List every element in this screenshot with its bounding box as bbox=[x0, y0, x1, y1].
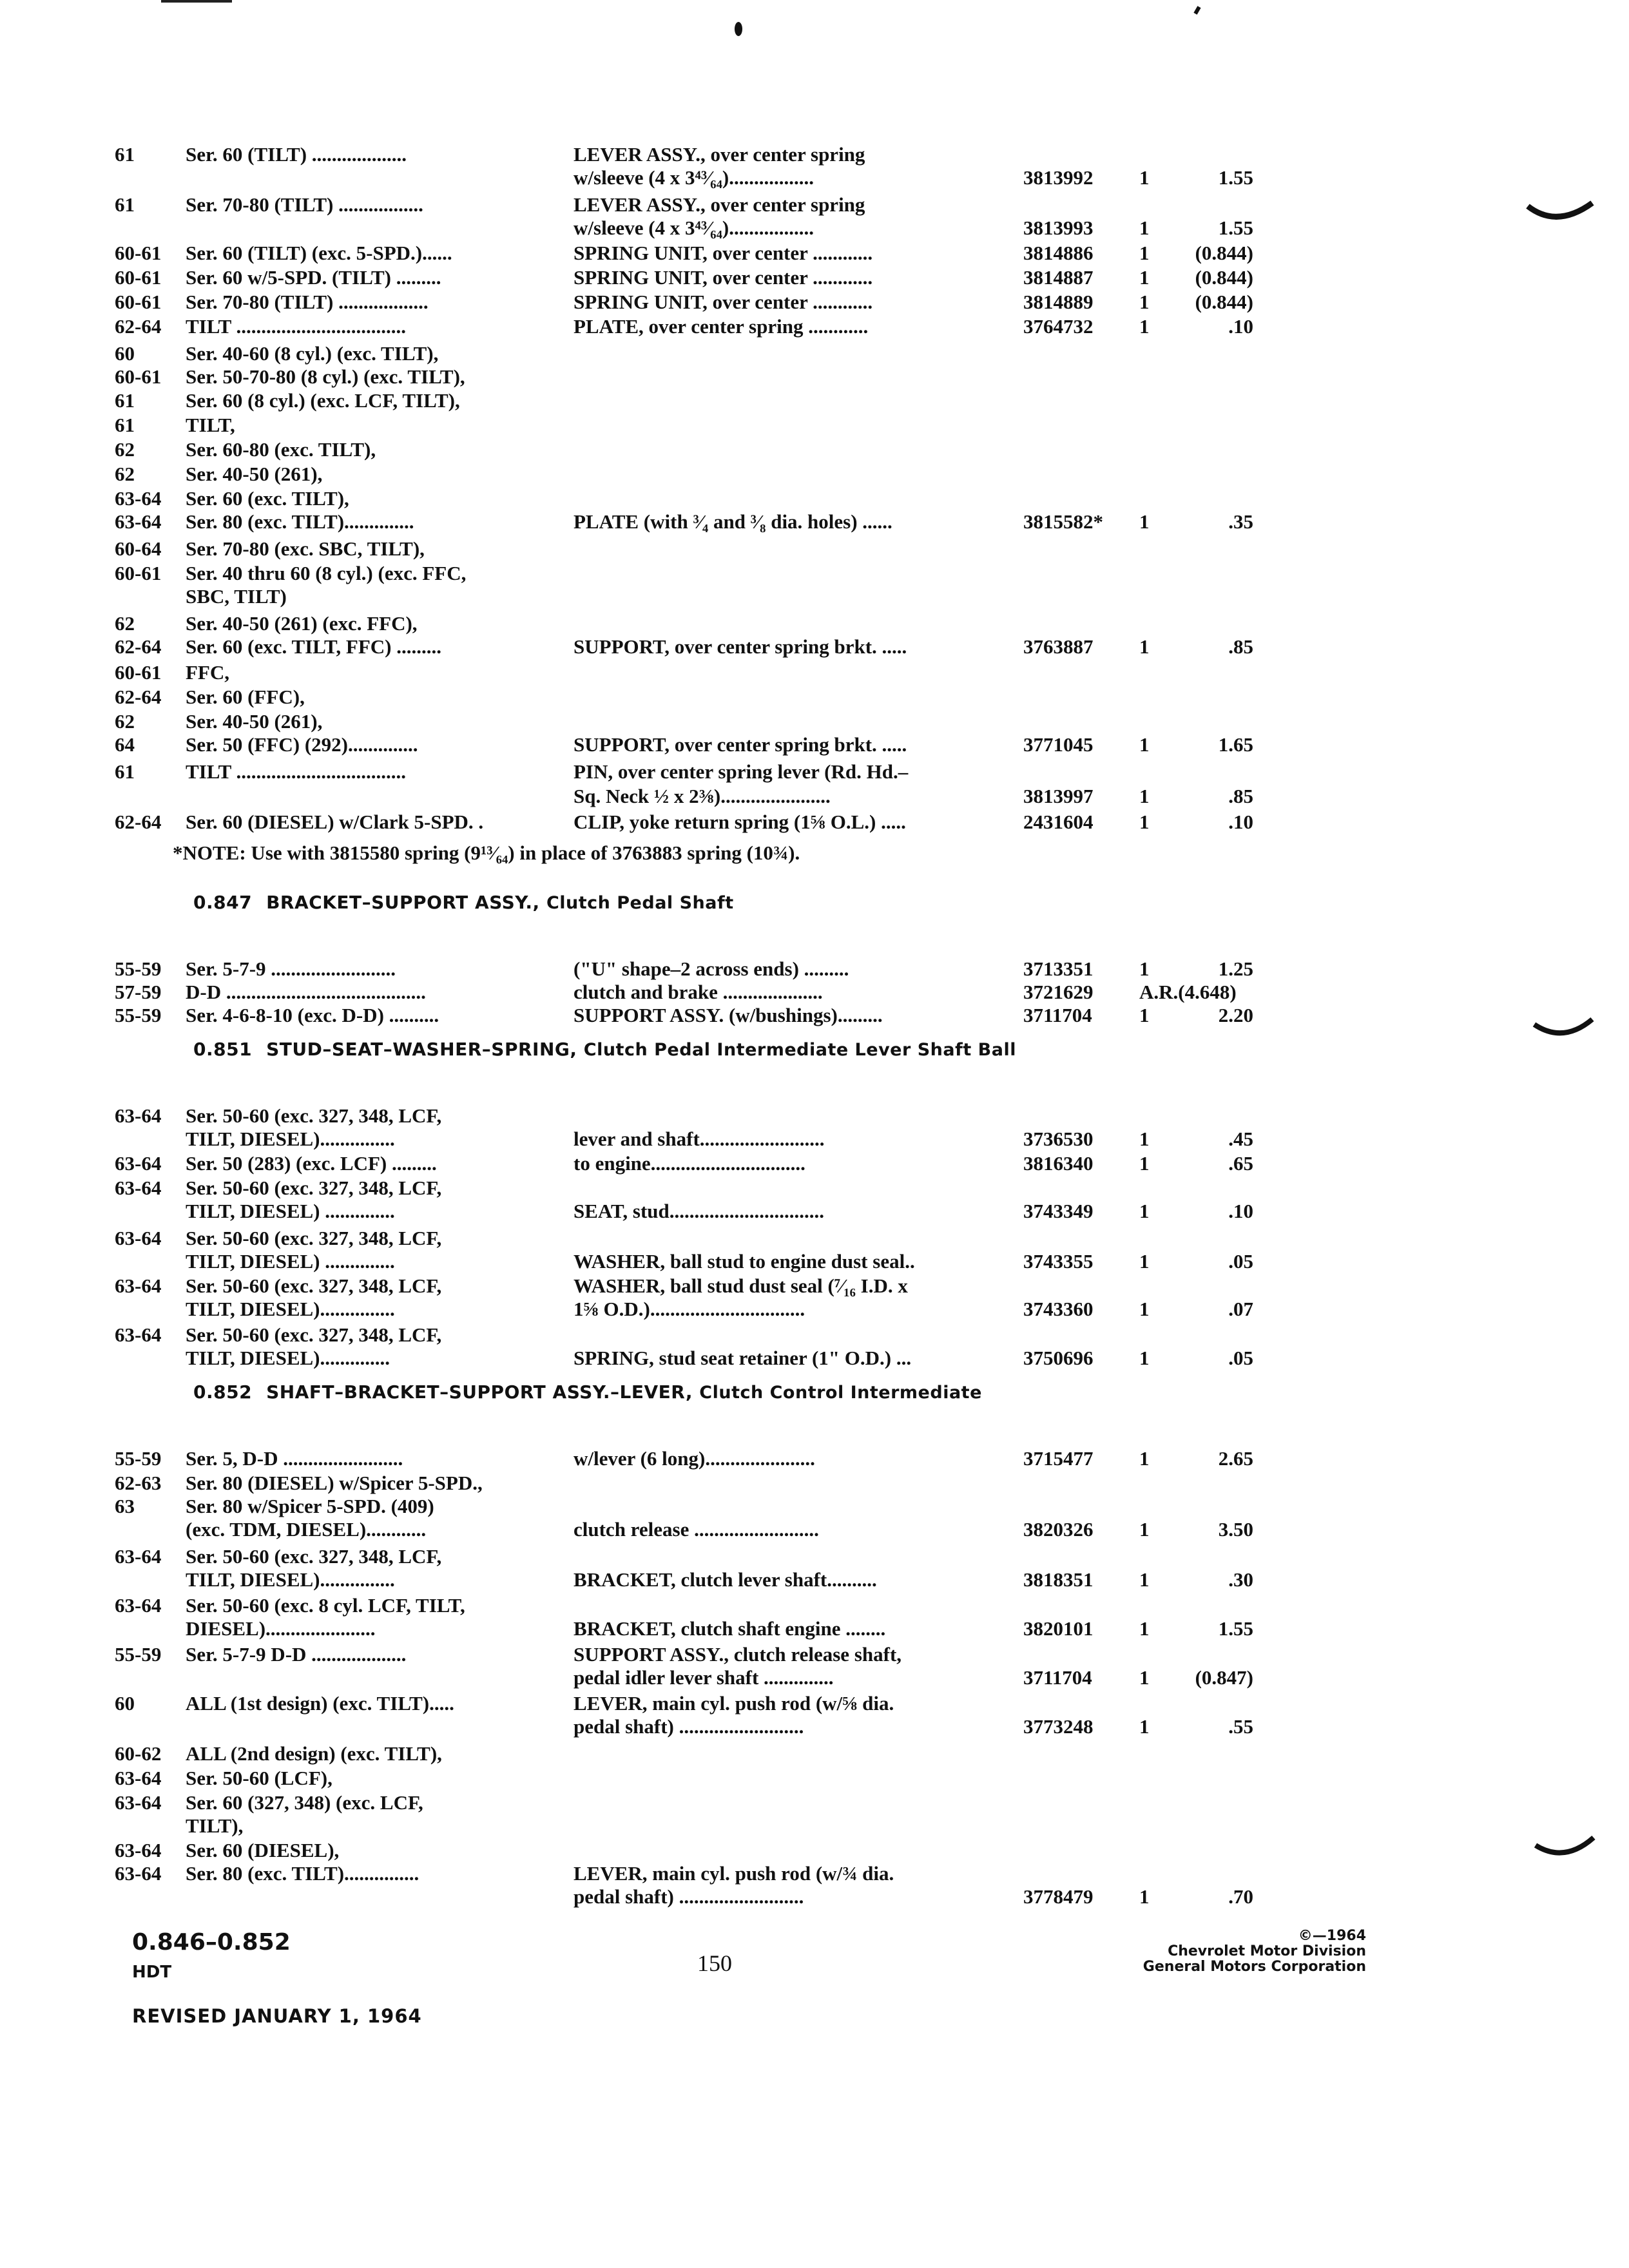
part-number-cell: 3763887 bbox=[1023, 635, 1094, 658]
quantity-cell: 1 bbox=[1139, 1447, 1150, 1470]
ink-tick bbox=[1193, 6, 1200, 14]
quantity-cell: 1 bbox=[1139, 635, 1150, 658]
model-cell: Ser. 80 (DIESEL) w/Spicer 5-SPD., bbox=[186, 1472, 483, 1494]
year-cell: 55-59 bbox=[115, 1004, 162, 1026]
model-cell: Ser. 50-60 (exc. 327, 348, LCF, bbox=[186, 1227, 442, 1249]
part-number-cell: 3820326 bbox=[1023, 1518, 1094, 1541]
price-cell: .10 bbox=[1228, 315, 1253, 338]
model-cell: Ser. 50-60 (exc. 8 cyl. LCF, TILT, bbox=[186, 1594, 465, 1617]
year-cell: 60 bbox=[115, 342, 135, 365]
model-cell: Ser. 40-60 (8 cyl.) (exc. TILT), bbox=[186, 342, 439, 365]
model-cell: ALL (2nd design) (exc. TILT), bbox=[186, 1742, 442, 1765]
year-cell: 62-64 bbox=[115, 635, 162, 658]
description-cell: BRACKET, clutch shaft engine ........ bbox=[574, 1617, 886, 1640]
quantity-cell: 1 bbox=[1139, 315, 1150, 338]
part-number-cell: 3813992 bbox=[1023, 166, 1094, 189]
year-cell: 61 bbox=[115, 760, 135, 783]
model-cell: TILT, DIESEL)............... bbox=[186, 1298, 395, 1320]
model-cell: Ser. 60 (TILT) ................... bbox=[186, 143, 407, 166]
year-cell: 60-61 bbox=[115, 562, 162, 584]
description-cell: BRACKET, clutch lever shaft.......... bbox=[574, 1568, 877, 1591]
part-number-cell: 3816340 bbox=[1023, 1152, 1094, 1175]
part-number-cell: 3713351 bbox=[1023, 957, 1094, 980]
model-cell: Ser. 60 (FFC), bbox=[186, 686, 305, 708]
part-number-cell: 3818351 bbox=[1023, 1568, 1094, 1591]
quantity-cell: 1 bbox=[1139, 1347, 1150, 1369]
quantity-cell: 1 bbox=[1139, 1298, 1150, 1320]
description-cell: w/lever (6 long)...................... bbox=[574, 1447, 815, 1470]
year-cell: 60-61 bbox=[115, 242, 162, 264]
price-cell: 1.25 bbox=[1218, 957, 1253, 980]
price-cell: .55 bbox=[1228, 1715, 1253, 1738]
year-cell: 61 bbox=[115, 414, 135, 436]
model-cell: Ser. 50 (FFC) (292).............. bbox=[186, 733, 418, 756]
model-cell: (exc. TDM, DIESEL)............ bbox=[186, 1518, 427, 1541]
year-cell: 62-64 bbox=[115, 811, 162, 833]
margin-bracket-mark bbox=[1531, 1012, 1595, 1050]
year-cell: 63-64 bbox=[115, 1862, 162, 1885]
year-cell: 62 bbox=[115, 463, 135, 485]
year-cell: 60-61 bbox=[115, 266, 162, 289]
year-cell: 55-59 bbox=[115, 1643, 162, 1666]
year-cell: 63-64 bbox=[115, 1152, 162, 1175]
quantity-cell: 1 bbox=[1139, 1128, 1150, 1150]
description-cell: PIN, over center spring lever (Rd. Hd.– bbox=[574, 760, 909, 783]
model-cell: FFC, bbox=[186, 661, 230, 684]
model-cell: Ser. 40-50 (261), bbox=[186, 463, 323, 485]
part-number-cell: 3743360 bbox=[1023, 1298, 1094, 1320]
price-cell: 2.20 bbox=[1218, 1004, 1253, 1026]
model-cell: TILT, bbox=[186, 414, 235, 436]
description-cell: SUPPORT, over center spring brkt. ..... bbox=[574, 635, 907, 658]
quantity-cell: 1 bbox=[1139, 1568, 1150, 1591]
description-cell: SUPPORT ASSY. (w/bushings)......... bbox=[574, 1004, 883, 1026]
quantity-cell: 1 bbox=[1139, 1518, 1150, 1541]
price-cell: .85 bbox=[1228, 785, 1253, 807]
part-number-cell: 3814887 bbox=[1023, 266, 1094, 289]
model-cell: Ser. 80 w/Spicer 5-SPD. (409) bbox=[186, 1495, 434, 1517]
model-cell: D-D ........................................ bbox=[186, 981, 426, 1003]
footer-page-number: 150 bbox=[697, 1950, 732, 1976]
section-number: 0.851 bbox=[193, 1039, 253, 1060]
year-cell: 60-61 bbox=[115, 661, 162, 684]
quantity-cell: 1 bbox=[1139, 1200, 1150, 1222]
description-cell: ("U" shape–2 across ends) ......... bbox=[574, 957, 849, 980]
description-cell: 1⅝ O.D.)............................... bbox=[574, 1298, 805, 1320]
model-cell: Ser. 50-60 (exc. 327, 348, LCF, bbox=[186, 1545, 442, 1568]
description-cell: SUPPORT, over center spring brkt. ..... bbox=[574, 733, 907, 756]
model-cell: TILT, DIESEL).............. bbox=[186, 1347, 390, 1369]
quantity-cell: 1 bbox=[1139, 733, 1150, 756]
footer-range: 0.846–0.852 bbox=[132, 1929, 291, 1956]
year-cell: 61 bbox=[115, 193, 135, 216]
footer-corp: General Motors Corporation bbox=[1142, 1959, 1366, 1975]
year-cell: 63-64 bbox=[115, 487, 162, 510]
price-cell: (0.844) bbox=[1195, 291, 1253, 313]
part-number-cell: 3773248 bbox=[1023, 1715, 1094, 1738]
description-cell: CLIP, yoke return spring (1⅝ O.L.) ..... bbox=[574, 811, 906, 833]
quantity-cell: 1 bbox=[1139, 1617, 1150, 1640]
year-cell: 55-59 bbox=[115, 1447, 162, 1470]
description-cell: PLATE, over center spring ............ bbox=[574, 315, 869, 338]
year-cell: 63-64 bbox=[115, 1323, 162, 1346]
section-subtitle: Clutch Pedal Shaft bbox=[546, 893, 734, 913]
description-cell: pedal shaft) ......................... bbox=[574, 1885, 804, 1908]
section-heading-0847 bbox=[193, 892, 734, 913]
section-title: SHAFT–BRACKET–SUPPORT ASSY.–LEVER, bbox=[266, 1381, 700, 1403]
footer-copyright: ©—1964 bbox=[1298, 1928, 1366, 1944]
top-edge-mark bbox=[161, 0, 232, 3]
model-cell: Ser. 50-70-80 (8 cyl.) (exc. TILT), bbox=[186, 365, 465, 388]
price-cell: (0.844) bbox=[1195, 266, 1253, 289]
year-cell: 60-61 bbox=[115, 291, 162, 313]
model-cell: Ser. 60-80 (exc. TILT), bbox=[186, 438, 376, 461]
price-cell: .35 bbox=[1228, 510, 1253, 533]
description-cell: to engine............................... bbox=[574, 1152, 805, 1175]
revised-date: REVISED JANUARY 1, 1964 bbox=[132, 2005, 422, 2027]
description-cell: lever and shaft......................... bbox=[574, 1128, 825, 1150]
part-number-cell: 3750696 bbox=[1023, 1347, 1094, 1369]
model-cell: Ser. 60 (327, 348) (exc. LCF, bbox=[186, 1791, 423, 1814]
model-cell: DIESEL)...................... bbox=[186, 1617, 376, 1640]
quantity-cell: 1 bbox=[1139, 1885, 1150, 1908]
price-cell: (0.844) bbox=[1195, 242, 1253, 264]
model-cell: Ser. 70-80 (TILT) ................. bbox=[186, 193, 423, 216]
model-cell: Ser. 40-50 (261) (exc. FFC), bbox=[186, 612, 418, 635]
description-cell: clutch and brake .................... bbox=[574, 981, 823, 1003]
year-cell: 62-64 bbox=[115, 686, 162, 708]
year-cell: 63-64 bbox=[115, 1791, 162, 1814]
section-title: BRACKET–SUPPORT ASSY., bbox=[266, 892, 546, 913]
quantity-cell: 1 bbox=[1139, 1715, 1150, 1738]
description-cell: LEVER, main cyl. push rod (w/⅝ dia. bbox=[574, 1692, 894, 1715]
part-number-cell: 3736530 bbox=[1023, 1128, 1094, 1150]
description-cell: SEAT, stud............................... bbox=[574, 1200, 824, 1222]
model-cell: TILT .................................. bbox=[186, 760, 406, 783]
description-cell: WASHER, ball stud dust seal (⁷⁄₁₆ I.D. x bbox=[574, 1274, 908, 1297]
year-cell: 62-63 bbox=[115, 1472, 162, 1494]
model-cell: Ser. 60 w/5-SPD. (TILT) ......... bbox=[186, 266, 441, 289]
description-cell: pedal shaft) ......................... bbox=[574, 1715, 804, 1738]
part-number-cell: 3778479 bbox=[1023, 1885, 1094, 1908]
year-cell: 60 bbox=[115, 1692, 135, 1715]
year-cell: 63-64 bbox=[115, 510, 162, 533]
model-cell: TILT, DIESEL)............... bbox=[186, 1128, 395, 1150]
part-number-cell: 3721629 bbox=[1023, 981, 1094, 1003]
model-cell: Ser. 40-50 (261), bbox=[186, 710, 323, 733]
part-number-cell: 3764732 bbox=[1023, 315, 1094, 338]
price-cell: .30 bbox=[1228, 1568, 1253, 1591]
price-cell: 1.55 bbox=[1218, 216, 1253, 239]
quantity-cell: 1 bbox=[1139, 957, 1150, 980]
part-number-cell: 3743349 bbox=[1023, 1200, 1094, 1222]
model-cell: Ser. 50-60 (LCF), bbox=[186, 1767, 333, 1789]
model-cell: Ser. 50 (283) (exc. LCF) ......... bbox=[186, 1152, 437, 1175]
price-cell: 1.55 bbox=[1218, 1617, 1253, 1640]
section-heading-0851 bbox=[193, 1039, 1016, 1060]
model-cell: TILT, DIESEL)............... bbox=[186, 1568, 395, 1591]
description-cell: w/sleeve (4 x 3⁴³⁄₆₄)................. bbox=[574, 166, 814, 189]
description-cell: PLATE (with ³⁄₄ and ³⁄₈ dia. holes) ...... bbox=[574, 510, 892, 533]
price-cell: 1.65 bbox=[1218, 733, 1253, 756]
price-cell: .10 bbox=[1228, 811, 1253, 833]
model-cell: TILT), bbox=[186, 1814, 244, 1837]
price-cell: 3.50 bbox=[1218, 1518, 1253, 1541]
description-cell: SPRING, stud seat retainer (1" O.D.) ... bbox=[574, 1347, 912, 1369]
model-cell: Ser. 4-6-8-10 (exc. D-D) .......... bbox=[186, 1004, 439, 1026]
year-cell: 64 bbox=[115, 733, 135, 756]
year-cell: 63-64 bbox=[115, 1839, 162, 1861]
quantity-cell: A.R.(4.648) bbox=[1139, 981, 1237, 1003]
model-cell: Ser. 5-7-9 ......................... bbox=[186, 957, 396, 980]
section-heading-0852 bbox=[193, 1381, 982, 1403]
price-cell: .07 bbox=[1228, 1298, 1253, 1320]
quantity-cell: 1 bbox=[1139, 510, 1150, 533]
quantity-cell: 1 bbox=[1139, 1004, 1150, 1026]
year-cell: 62 bbox=[115, 438, 135, 461]
description-cell: pedal idler lever shaft .............. bbox=[574, 1666, 834, 1689]
section-subtitle: Clutch Control Intermediate bbox=[699, 1383, 982, 1403]
quantity-cell: 1 bbox=[1139, 166, 1150, 189]
year-cell: 57-59 bbox=[115, 981, 162, 1003]
model-cell: Ser. 60 (8 cyl.) (exc. LCF, TILT), bbox=[186, 389, 460, 412]
quantity-cell: 1 bbox=[1139, 291, 1150, 313]
part-number-cell: 3815582* bbox=[1023, 510, 1103, 533]
margin-bracket-mark bbox=[1525, 187, 1595, 232]
margin-bracket-mark bbox=[1532, 1830, 1597, 1869]
part-number-cell: 3813993 bbox=[1023, 216, 1094, 239]
model-cell: Ser. 70-80 (exc. SBC, TILT), bbox=[186, 537, 425, 560]
year-cell: 63-64 bbox=[115, 1104, 162, 1127]
description-cell: SPRING UNIT, over center ............ bbox=[574, 266, 873, 289]
year-cell: 62 bbox=[115, 612, 135, 635]
part-number-cell: 3771045 bbox=[1023, 733, 1094, 756]
part-number-cell: 3743355 bbox=[1023, 1250, 1094, 1273]
price-cell: .65 bbox=[1228, 1152, 1253, 1175]
description-cell: LEVER ASSY., over center spring bbox=[574, 193, 865, 216]
year-cell: 63-64 bbox=[115, 1274, 162, 1297]
section-title: STUD–SEAT–WASHER–SPRING, bbox=[266, 1039, 584, 1060]
price-cell: .70 bbox=[1228, 1885, 1253, 1908]
model-cell: Ser. 40 thru 60 (8 cyl.) (exc. FFC, bbox=[186, 562, 467, 584]
year-cell: 61 bbox=[115, 389, 135, 412]
model-cell: Ser. 70-80 (TILT) .................. bbox=[186, 291, 429, 313]
quantity-cell: 1 bbox=[1139, 1666, 1150, 1689]
year-cell: 60-61 bbox=[115, 365, 162, 388]
model-cell: Ser. 60 (TILT) (exc. 5-SPD.)...... bbox=[186, 242, 452, 264]
footer-division: Chevrolet Motor Division bbox=[1168, 1943, 1366, 1959]
part-number-cell: 3711704 bbox=[1023, 1004, 1092, 1026]
model-cell: Ser. 60 (exc. TILT), bbox=[186, 487, 349, 510]
model-cell: Ser. 60 (exc. TILT, FFC) ......... bbox=[186, 635, 441, 658]
year-cell: 63-64 bbox=[115, 1545, 162, 1568]
part-number-cell: 3814886 bbox=[1023, 242, 1094, 264]
year-cell: 63-64 bbox=[115, 1767, 162, 1789]
model-cell: SBC, TILT) bbox=[186, 585, 287, 608]
quantity-cell: 1 bbox=[1139, 785, 1150, 807]
model-cell: Ser. 50-60 (exc. 327, 348, LCF, bbox=[186, 1104, 442, 1127]
year-cell: 63-64 bbox=[115, 1177, 162, 1199]
model-cell: Ser. 80 (exc. TILT)............... bbox=[186, 1862, 419, 1885]
section-subtitle: Clutch Pedal Intermediate Lever Shaft Ball bbox=[583, 1040, 1016, 1060]
description-cell: LEVER ASSY., over center spring bbox=[574, 143, 865, 166]
year-cell: 60-64 bbox=[115, 537, 162, 560]
ink-spot bbox=[735, 22, 742, 36]
price-cell: (0.847) bbox=[1195, 1666, 1253, 1689]
description-cell: SPRING UNIT, over center ............ bbox=[574, 242, 873, 264]
price-cell: .05 bbox=[1228, 1347, 1253, 1369]
year-cell: 63-64 bbox=[115, 1594, 162, 1617]
part-number-cell: 3715477 bbox=[1023, 1447, 1094, 1470]
model-cell: Ser. 5, D-D ........................ bbox=[186, 1447, 403, 1470]
model-cell: Ser. 50-60 (exc. 327, 348, LCF, bbox=[186, 1323, 442, 1346]
model-cell: Ser. 60 (DIESEL) w/Clark 5-SPD. . bbox=[186, 811, 484, 833]
part-number-cell: 3711704 bbox=[1023, 1666, 1092, 1689]
model-cell: Ser. 50-60 (exc. 327, 348, LCF, bbox=[186, 1177, 442, 1199]
note-text: *NOTE: Use with 3815580 spring (9¹³⁄₆₄) in place of 3763883 spring (10¾). bbox=[173, 841, 800, 864]
model-cell: TILT, DIESEL) .............. bbox=[186, 1200, 395, 1222]
model-cell: Ser. 50-60 (exc. 327, 348, LCF, bbox=[186, 1274, 442, 1297]
quantity-cell: 1 bbox=[1139, 266, 1150, 289]
price-cell: .45 bbox=[1228, 1128, 1253, 1150]
price-cell: .05 bbox=[1228, 1250, 1253, 1273]
quantity-cell: 1 bbox=[1139, 811, 1150, 833]
year-cell: 61 bbox=[115, 143, 135, 166]
year-cell: 63-64 bbox=[115, 1227, 162, 1249]
description-cell: WASHER, ball stud to engine dust seal.. bbox=[574, 1250, 915, 1273]
section-number: 0.847 bbox=[193, 892, 253, 913]
description-cell: SPRING UNIT, over center ............ bbox=[574, 291, 873, 313]
part-number-cell: 3814889 bbox=[1023, 291, 1094, 313]
year-cell: 62 bbox=[115, 710, 135, 733]
price-cell: .10 bbox=[1228, 1200, 1253, 1222]
model-cell: Ser. 60 (DIESEL), bbox=[186, 1839, 340, 1861]
description-cell: LEVER, main cyl. push rod (w/¾ dia. bbox=[574, 1862, 894, 1885]
price-cell: 2.65 bbox=[1218, 1447, 1253, 1470]
quantity-cell: 1 bbox=[1139, 216, 1150, 239]
part-number-cell: 3813997 bbox=[1023, 785, 1094, 807]
price-cell: .85 bbox=[1228, 635, 1253, 658]
model-cell: TILT .................................. bbox=[186, 315, 406, 338]
footer-code: HDT bbox=[132, 1963, 172, 1982]
description-cell: w/sleeve (4 x 3⁴³⁄₆₄)................. bbox=[574, 216, 814, 239]
model-cell: Ser. 80 (exc. TILT).............. bbox=[186, 510, 414, 533]
quantity-cell: 1 bbox=[1139, 1250, 1150, 1273]
quantity-cell: 1 bbox=[1139, 242, 1150, 264]
part-number-cell: 3820101 bbox=[1023, 1617, 1094, 1640]
section-number: 0.852 bbox=[193, 1381, 253, 1403]
model-cell: Ser. 5-7-9 D-D ................... bbox=[186, 1643, 407, 1666]
model-cell: TILT, DIESEL) .............. bbox=[186, 1250, 395, 1273]
year-cell: 63 bbox=[115, 1495, 135, 1517]
description-cell: clutch release ......................... bbox=[574, 1518, 819, 1541]
year-cell: 55-59 bbox=[115, 957, 162, 980]
year-cell: 60-62 bbox=[115, 1742, 162, 1765]
part-number-cell: 2431604 bbox=[1023, 811, 1094, 833]
quantity-cell: 1 bbox=[1139, 1152, 1150, 1175]
description-cell: Sq. Neck ½ x 2⅜)...................... bbox=[574, 785, 831, 807]
description-cell: SUPPORT ASSY., clutch release shaft, bbox=[574, 1643, 902, 1666]
price-cell: 1.55 bbox=[1218, 166, 1253, 189]
year-cell: 62-64 bbox=[115, 315, 162, 338]
model-cell: ALL (1st design) (exc. TILT)..... bbox=[186, 1692, 454, 1715]
